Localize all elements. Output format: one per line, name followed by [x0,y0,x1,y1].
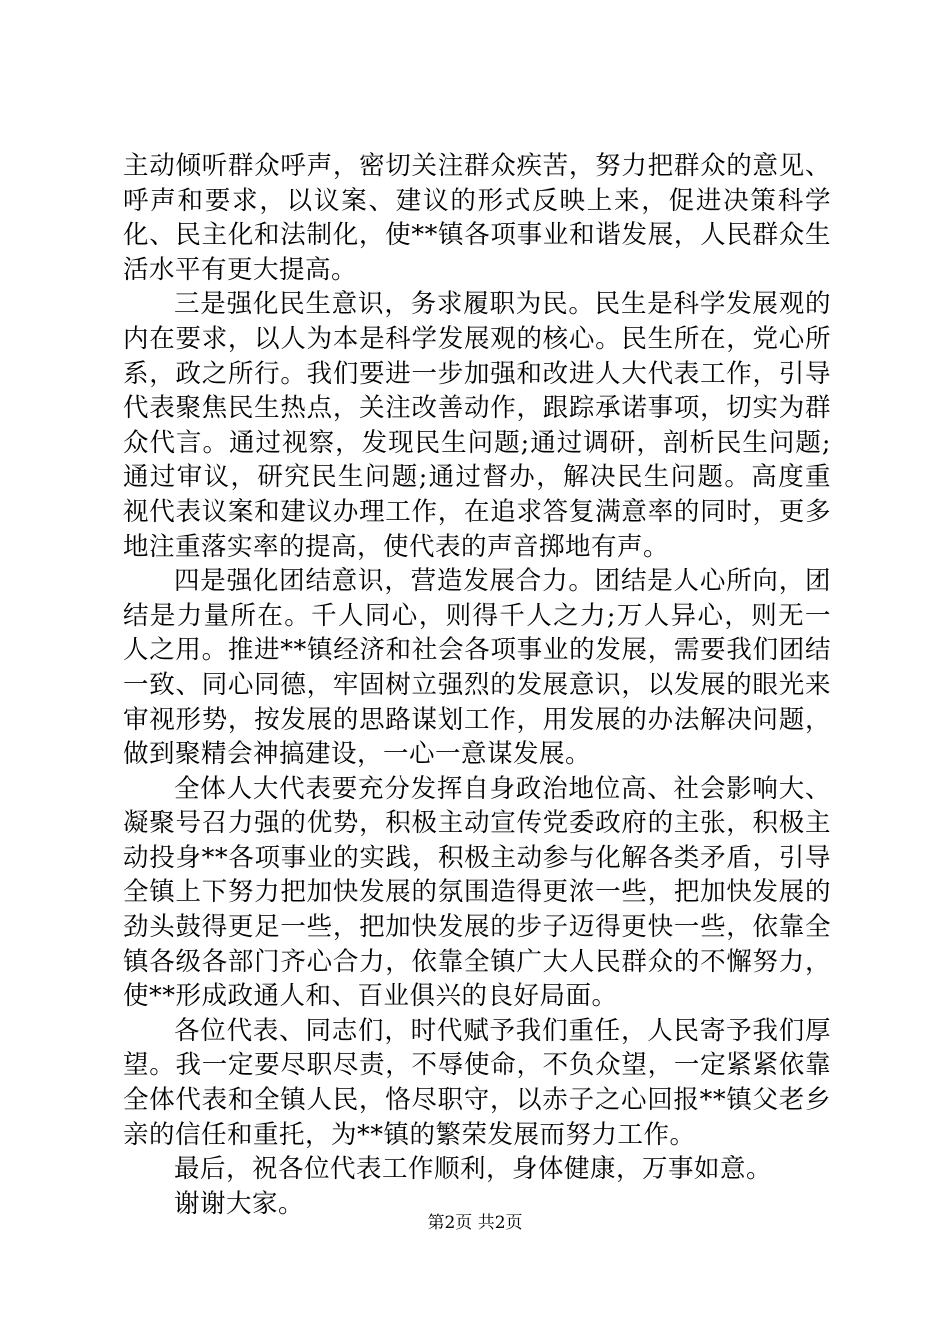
page-number-footer: 第2页 共2页 [427,1213,523,1233]
paragraph-continuation: 主动倾听群众呼声，密切关注群众疾苦，努力把群众的意见、呼声和要求，以议案、建议的形式反映上来，促进决策科学化、民主化和法制化，使**镇各项事业和谐发展，人民群众生活水平有更大提高。 [123,151,831,285]
paragraph-thanks: 谢谢大家。 [174,1188,305,1219]
paragraph-pledge: 各位代表、同志们，时代赋予我们重任，人民寄予我们厚望。我一定要尽职尽责，不辱使命，不负众望，一定紧紧依靠全体代表和全镇人民，恪尽职守，以赤子之心回报**镇父老乡亲的信任和重托，为**镇的繁荣发展而努力工作。 [123,1015,831,1150]
paragraph-deputies: 全体人大代表要充分发挥自身政治地位高、社会影响大、凝聚号召力强的优势，积极主动宣传党委政府的主张，积极主动投身**各项事业的实践，积极主动参与化解各类矛盾，引导全镇上下努力把加快发展的氛围造得更浓一些，把加快发展的劲头鼓得更足一些，把加快发展的步子迈得更快一些，依靠全镇各级各部门齐心合力，依靠全镇广大人民群众的不懈努力，使**形成政通人和、百业俱兴的良好局面。 [123,773,831,1012]
paragraph-unity: 四是强化团结意识，营造发展合力。团结是人心所向，团结是力量所在。千人同心，则得千人之力;万人异心，则无一人之用。推进**镇经济和社会各项事业的发展，需要我们团结一致、同心同德，牢固树立强烈的发展意识，以发展的眼光来审视形势，按发展的思路谋划工作，用发展的办法解决问题，做到聚精会神搞建设，一心一意谋发展。 [123,566,831,770]
paragraph-wishes: 最后，祝各位代表工作顺利，身体健康，万事如意。 [174,1154,773,1185]
document-body [123,149,831,1221]
paragraph-livelihood: 三是强化民生意识，务求履职为民。民生是科学发展观的内在要求，以人为本是科学发展观的核心。民生所在，党心所系，政之所行。我们要进一步加强和改进人大代表工作，引导代表聚焦民生热点，关注改善动作，跟踪承诺事项，切实为群众代言。通过视察，发现民生问题;通过调研，剖析民生问题;通过审议，研究民生问题;通过督办，解决民生问题。高度重视代表议案和建议办理工作，在追求答复满意率的同时，更多地注重落实率的提高，使代表的声音掷地有声。 [123,289,831,562]
